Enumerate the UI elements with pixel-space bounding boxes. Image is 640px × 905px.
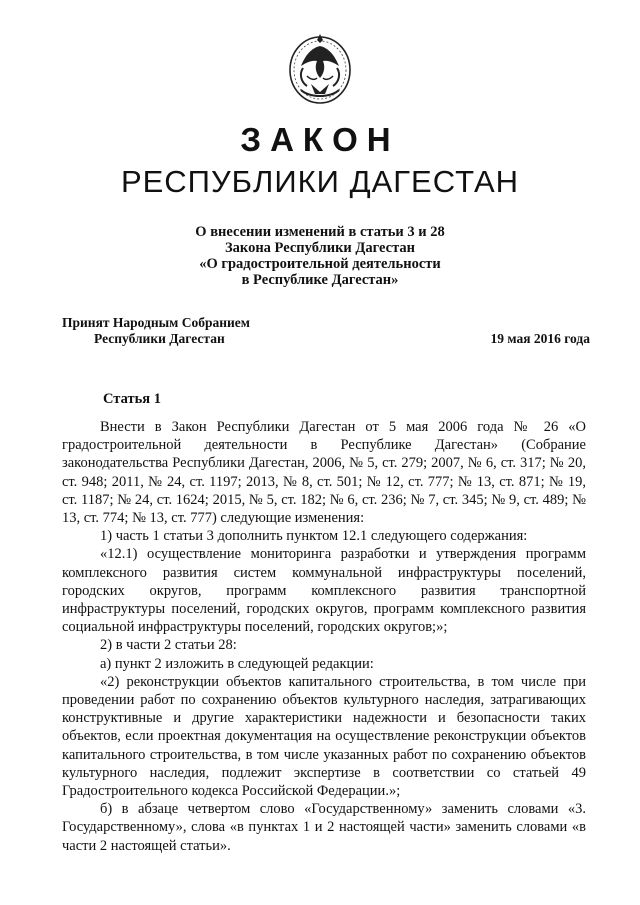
document-title: ЗАКОН	[240, 121, 400, 158]
document-subtitle: РЕСПУБЛИКИ ДАГЕСТАН	[120, 164, 520, 199]
article-body	[62, 418, 586, 855]
law-name-line: Закона Республики Дагестан	[225, 240, 415, 256]
paragraph: Внести в Закон Республики Дагестан от 5 мая 2006 года № 26 «О градостроительной деятельности в Республике Дагестан» (Собрание законодательства Республики Дагестан, 2006, № 5, ст. 279; 2007, № 6, ст. 317; № 20, ст. 948; 2011, № 24, ст. 1197; 2013, № 8, ст. 501; № 12, ст. 777; № 13, ст. 871; № 19, ст. 1187; № 24, ст. 1624; 2015, № 5, ст. 182; № 6, ст. 236; № 7, ст. 345; № 9, ст. 489; № 13, ст. 774; № 13, ст. 777) следующие изменения:	[62, 419, 586, 527]
paragraph: а) пункт 2 изложить в следующей редакции:	[100, 655, 374, 672]
adoption-line: Принят Народным Собранием	[62, 315, 250, 330]
paragraph: 2) в части 2 статьи 28:	[100, 637, 237, 654]
paragraph: 1) часть 1 статьи 3 дополнить пунктом 12.1 следующего содержания:	[100, 528, 528, 545]
paragraph: «2) реконструкции объектов капитального строительства, в том числе при проведении работ по сохранению объектов культурного наследия, затрагивающих конструктивные и другие характеристики надежности и безопасности таких объектов, если проектная документация на осуществление реконструкции объектов капитального строительства, в том числе указанных работ по сохранению объектов культурного наследия, подлежит экспертизе в соответствии со статьей 49 Градостроительного кодекса Российской Федерации.»;	[62, 673, 586, 800]
adoption-note	[62, 315, 250, 347]
law-name-line: в Республике Дагестан»	[241, 272, 399, 288]
law-name-line: «О градостроительной деятельности	[199, 256, 441, 272]
paragraph: б) в абзаце четвертом слово «Государственному» заменить словами «3. Государственному», слова «в пунктах 1 и 2 настоящей части» заменить словами «в части 2 настоящей статьи».	[62, 801, 586, 854]
adoption-line: Республики Дагестан	[94, 331, 225, 346]
article-heading: Статья 1	[103, 391, 161, 407]
adoption-date: 19 мая 2016 года	[490, 331, 590, 346]
law-name	[0, 224, 640, 288]
paragraph: «12.1) осуществление мониторинга разработки и утверждения программ комплексного развития систем коммунальной инфраструктуры поселений, городских округов, программ комплексного развития транспортной инфраструктуры поселений, городских округов, программ комплексного развития социальной инфраструктуры поселений, городских округов;»;	[62, 546, 586, 636]
law-name-line: О внесении изменений в статьи 3 и 28	[195, 224, 445, 240]
dagestan-coat-of-arms-icon	[287, 28, 353, 106]
